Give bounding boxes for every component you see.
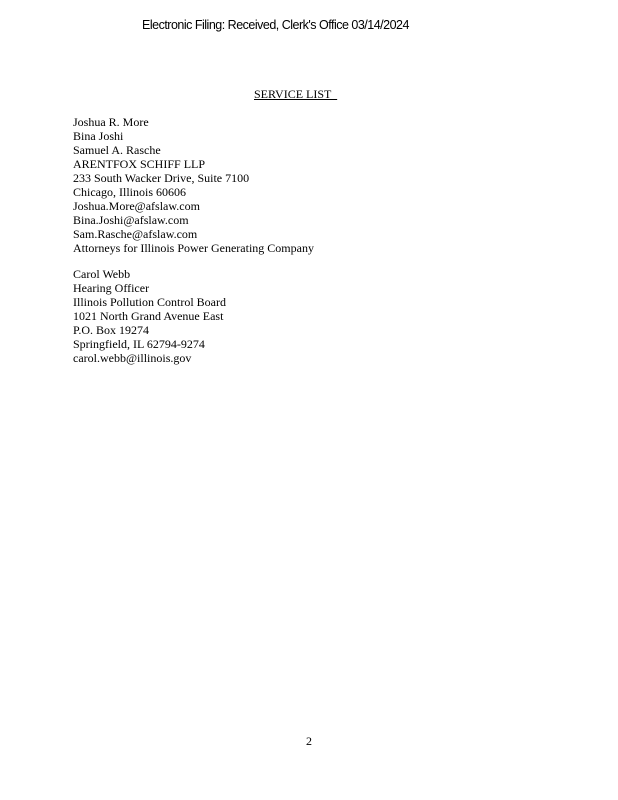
address-line: Chicago, Illinois 60606 [73, 185, 186, 199]
recipient-title: Hearing Officer [73, 281, 150, 295]
email-address: Bina.Joshi@afslaw.com [73, 213, 189, 227]
address-line: 233 South Wacker Drive, Suite 7100 [73, 171, 250, 185]
electronic-filing-stamp: Electronic Filing: Received, Clerk's Office 03/14/2024 [142, 18, 409, 32]
firm-name: ARENTFOX SCHIFF LLP [73, 157, 206, 171]
email-address: Sam.Rasche@afslaw.com [73, 227, 198, 241]
recipient-block [73, 115, 314, 255]
recipient-name: Carol Webb [73, 267, 131, 281]
representation-line: Attorneys for Illinois Power Generating Company [73, 241, 314, 255]
page-number: 2 [306, 734, 312, 748]
email-address: Joshua.More@afslaw.com [73, 199, 200, 213]
address-line: 1021 North Grand Avenue East [73, 309, 224, 323]
recipient-block [73, 267, 226, 365]
address-line: P.O. Box 19274 [73, 323, 150, 337]
recipient-name: Joshua R. More [73, 115, 149, 129]
recipient-name: Samuel A. Rasche [73, 143, 161, 157]
recipient-name: Bina Joshi [73, 129, 124, 143]
organization-name: Illinois Pollution Control Board [73, 295, 227, 309]
service-list-title: SERVICE LIST [254, 87, 338, 101]
email-address: carol.webb@illinois.gov [73, 351, 192, 365]
address-line: Springfield, IL 62794-9274 [73, 337, 205, 351]
